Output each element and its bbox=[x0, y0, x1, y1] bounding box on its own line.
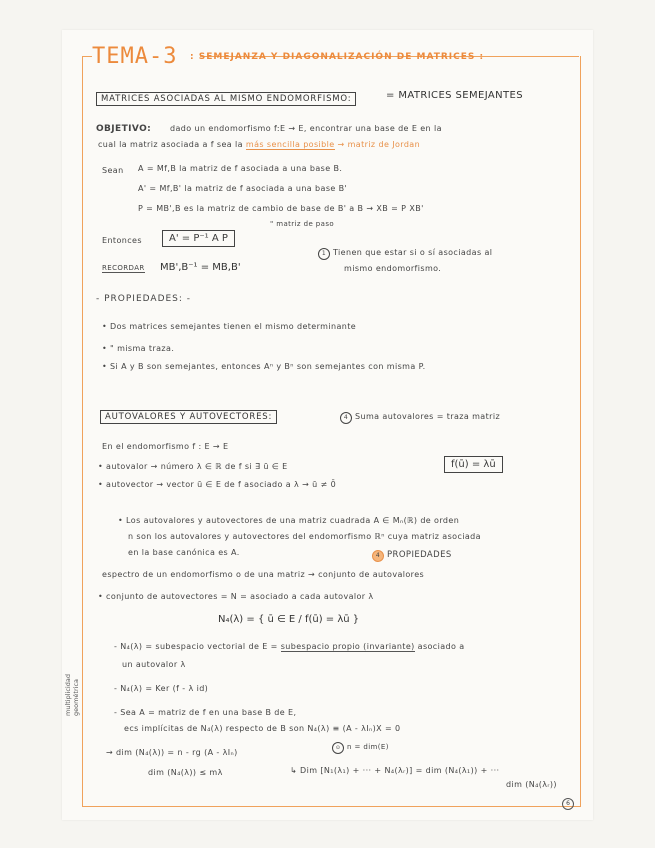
sean-label: Sean bbox=[102, 166, 124, 175]
nota-suma-number: 4 bbox=[340, 412, 352, 424]
sum-line-2: dim (N₄(λᵣ)) bbox=[506, 780, 557, 789]
sum-line: ↳ Dim [N₁(λ₁) + ··· + N₄(λᵣ)] = dim (N₄(λ₁)) + ··· bbox=[290, 766, 500, 775]
recordar-label: RECORDAR bbox=[102, 264, 145, 272]
objetivo-line1: dado un endomorfismo f:E → E, encontrar una base de E en la bbox=[170, 124, 442, 133]
entonces-label: Entonces bbox=[102, 236, 142, 245]
dash1-a: - N₄(λ) = subespacio vectorial de E = bbox=[114, 642, 278, 651]
propiedades-item-3: • Si A y B son semejantes, entonces Aⁿ y Bⁿ son semejantes con misma P. bbox=[102, 362, 426, 371]
bullet-line-2: n son los autovalores y autovectores del endomorfismo ℝⁿ cuya matriz asociada bbox=[128, 532, 481, 541]
conjunto-line: • conjunto de autovectores = N = asociado a cada autovalor λ bbox=[98, 592, 374, 601]
propiedades-item-2: • " misma traza. bbox=[102, 344, 175, 353]
page-number: 6 bbox=[562, 798, 574, 810]
section-title-matrices-asociadas: MATRICES ASOCIADAS AL MISMO ENDOMORFISMO: bbox=[96, 92, 356, 106]
dim-note-text: n = dim(E) bbox=[347, 743, 389, 751]
nota1-text: Tienen que estar si o sí asociadas al bbox=[333, 248, 493, 257]
autovector-line: • autovector → vector ū ∈ E de f asociado a λ → ū ≠ 0̄ bbox=[98, 480, 337, 489]
dim-note-icon: ⊙ bbox=[332, 742, 344, 754]
nota-suma-text: Suma autovalores = traza matriz bbox=[355, 412, 501, 421]
bullet-line-1: • Los autovalores y autovectores de una matriz cuadrada A ∈ Mₙ(ℝ) de orden bbox=[118, 516, 460, 525]
dash3: - Sea A = matriz de f en una base B de E, bbox=[114, 708, 297, 717]
sean-line-1: A = Mf,B la matriz de f asociada a una base B. bbox=[138, 164, 343, 173]
propiedades-2-label: PROPIEDADES bbox=[387, 550, 452, 560]
bullet-line-3: en la base canónica es A. bbox=[128, 548, 240, 557]
dash2: - N₄(λ) = Ker (f - λ id) bbox=[114, 684, 209, 693]
sean-line-3: P = MB',B es la matriz de cambio de base de B' a B → XB = P XB' bbox=[138, 204, 424, 213]
nota1-number: 1 bbox=[318, 248, 330, 260]
tema-subtitle: : SEMEJANZA Y DIAGONALIZACIÓN DE MATRICES : bbox=[190, 52, 485, 62]
eigen-formula-box: f(ū) = λū bbox=[444, 456, 503, 473]
objetivo-highlight: más sencilla posible bbox=[245, 140, 335, 149]
dash1-highlight: subespacio propio (invariante) bbox=[280, 642, 415, 651]
dash1-c: un autovalor λ bbox=[122, 660, 186, 669]
propiedades-2 bbox=[372, 550, 452, 562]
tema-title: TEMA-3 bbox=[92, 44, 178, 69]
espectro-line: espectro de un endomorfismo o de una matriz → conjunto de autovalores bbox=[102, 570, 425, 579]
dash1-b: asociado a bbox=[417, 642, 465, 651]
sidenote-multiplicidad: multiplicidad geométrica bbox=[64, 674, 80, 716]
n-lambda-formula: N₄(λ) = { ū ∈ E / f(ū) = λū } bbox=[218, 614, 360, 625]
propiedades-item-1: • Dos matrices semejantes tienen el mismo determinante bbox=[102, 322, 357, 331]
objetivo-label: OBJETIVO: bbox=[96, 124, 152, 134]
autovalor-line: • autovalor → número λ ∈ ℝ de f si ∃ ū ∈ E bbox=[98, 462, 288, 471]
dash1 bbox=[114, 642, 465, 651]
entonces-formula: A' = P⁻¹ A P bbox=[162, 230, 235, 247]
endo-line: En el endomorfismo f : E → E bbox=[102, 442, 229, 451]
propiedades-2-number: 4 bbox=[372, 550, 384, 562]
recordar-formula: MB',B⁻¹ = MB,B' bbox=[160, 262, 241, 273]
dim-note bbox=[332, 742, 389, 754]
nota1 bbox=[318, 248, 492, 260]
section-title-semejantes: = MATRICES SEMEJANTES bbox=[386, 90, 523, 101]
objetivo-line2-b: → matriz de Jordan bbox=[337, 140, 421, 149]
nota-suma bbox=[340, 412, 500, 424]
objetivo-line2 bbox=[98, 140, 420, 149]
nota1-text2: mismo endomorfismo. bbox=[344, 264, 442, 273]
section-title-autovalores: AUTOVALORES Y AUTOVECTORES: bbox=[100, 410, 277, 424]
dash3-b: ecs implícitas de N₄(λ) respecto de B son N₄(λ) ≡ (A - λIₙ)X = 0 bbox=[124, 724, 401, 733]
propiedades-title: - PROPIEDADES: - bbox=[96, 294, 192, 304]
sean-line-4: " matriz de paso bbox=[270, 220, 335, 228]
sean-line-2: A' = Mf,B' la matriz de f asociada a una base B' bbox=[138, 184, 348, 193]
dim-line-2: dim (N₄(λ)) ≤ mλ bbox=[148, 768, 223, 777]
objetivo-line2-a: cual la matriz asociada a f sea la bbox=[98, 140, 243, 149]
dim-line: → dim (N₄(λ)) = n - rg (A - λIₙ) bbox=[106, 748, 238, 757]
orange-frame-left bbox=[82, 56, 92, 57]
